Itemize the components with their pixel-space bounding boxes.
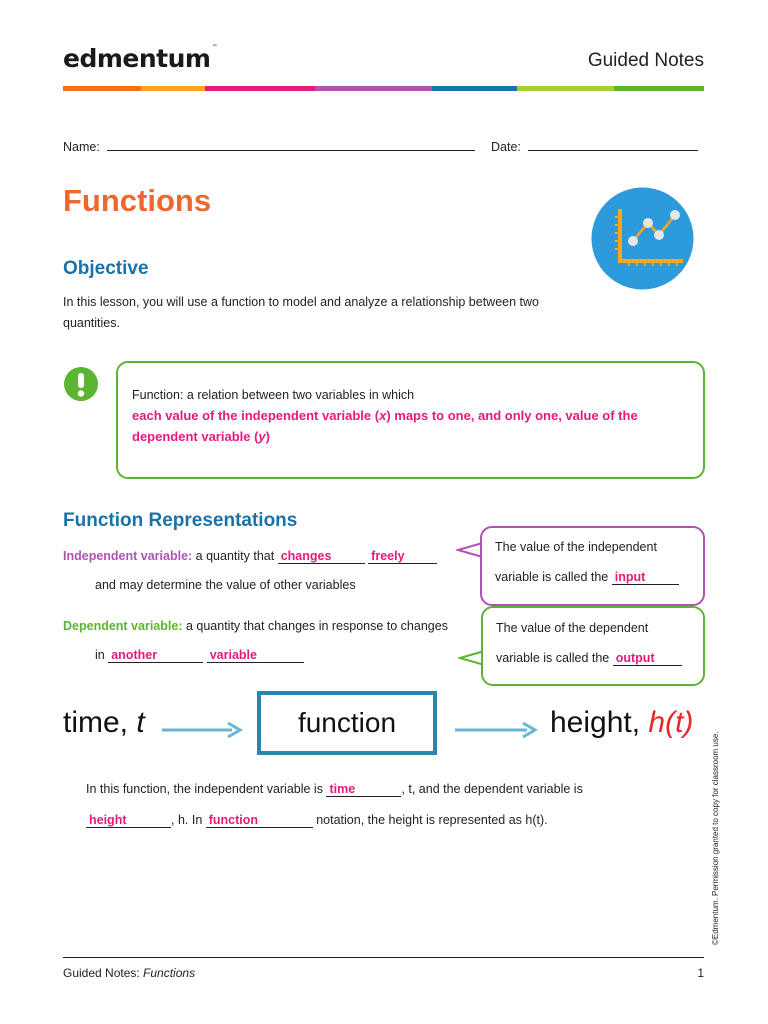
input-bubble-line1: The value of the independent <box>495 540 657 554</box>
dependent-line1 <box>63 616 448 637</box>
definition-box <box>116 361 705 479</box>
stripe-segment <box>432 86 517 91</box>
copyright-note: ©Edmentum. Permission granted to copy for classroom use. <box>711 731 720 945</box>
footer-label-text: Guided Notes: <box>63 966 144 980</box>
flow-arrow-left <box>162 720 244 740</box>
summary-text: In this function, the independent variable is <box>86 782 327 796</box>
output-blank[interactable]: output <box>613 651 682 666</box>
independent-blank-2[interactable]: freely <box>368 549 437 564</box>
dependent-in: in <box>95 648 105 662</box>
summary-blank-3[interactable]: function <box>206 813 313 828</box>
date-field-row <box>491 136 698 154</box>
page-title: Functions <box>63 183 212 218</box>
line-graph-icon <box>591 187 694 290</box>
function-box <box>257 691 437 755</box>
edmentum-logo <box>63 44 217 73</box>
stripe-segment <box>614 86 704 91</box>
independent-text: a quantity that <box>192 549 278 563</box>
dependent-blank-2[interactable]: variable <box>207 648 304 663</box>
date-label: Date: <box>491 140 521 154</box>
dependent-label: Dependent variable: <box>63 619 183 633</box>
flow-input-var: t <box>136 706 145 739</box>
name-input-line[interactable] <box>107 136 475 151</box>
dependent-blank-1[interactable]: another <box>108 648 203 663</box>
summary-text: , h. In <box>171 813 206 827</box>
page-number: 1 <box>697 966 704 980</box>
flow-output-text: height, <box>550 706 649 739</box>
footer-divider <box>63 957 704 958</box>
flow-input-text: time, <box>63 706 137 739</box>
definition-var-y: y <box>258 429 266 444</box>
footer-label-italic: Functions <box>143 966 196 980</box>
summary-blank-1[interactable]: time <box>326 782 401 797</box>
name-label: Name: <box>63 140 100 154</box>
input-bubble-text: variable is called the <box>495 570 612 584</box>
footer-label <box>63 966 195 980</box>
independent-label: Independent variable: <box>63 549 193 563</box>
output-bubble <box>481 606 705 686</box>
objective-heading: Objective <box>63 258 149 279</box>
summary-line2 <box>86 810 548 831</box>
function-box-label: function <box>297 707 397 738</box>
definition-intro: Function: a relation between two variables in which <box>132 388 415 402</box>
stripe-segment <box>141 86 205 91</box>
summary-text: , t, and the dependent variable is <box>401 782 583 796</box>
output-bubble-text: variable is called the <box>496 651 613 665</box>
input-bubble-line2 <box>495 567 679 588</box>
exclamation-icon <box>63 366 99 402</box>
logo-trademark: ™ <box>211 44 217 51</box>
summary-blank-2[interactable]: height <box>86 813 171 828</box>
dependent-line2 <box>95 645 304 666</box>
stripe-segment <box>205 86 315 91</box>
flow-output-label <box>550 706 693 740</box>
flow-input-label <box>63 706 145 740</box>
stripe-segment <box>315 86 432 91</box>
definition-answer-part: ) maps to one, and only one, value of the dependent variable ( <box>132 408 638 444</box>
flow-arrow-right <box>455 720 539 740</box>
independent-blank-1[interactable]: changes <box>278 549 365 564</box>
color-stripe <box>63 86 704 91</box>
document-type: Guided Notes <box>587 50 704 71</box>
name-field-row <box>63 136 475 154</box>
objective-text: In this lesson, you will use a function to model and analyze a relationship between two quantities. <box>63 295 539 330</box>
independent-line1 <box>63 546 437 567</box>
definition-answer-part: each value of the independent variable ( <box>132 408 380 423</box>
dependent-text: a quantity that changes in response to changes <box>182 619 448 633</box>
flow-output-var: h(t) <box>648 706 694 739</box>
definition-var-x: x <box>379 408 387 423</box>
output-bubble-line2 <box>496 648 682 669</box>
stripe-segment <box>517 86 614 91</box>
summary-line1 <box>86 779 583 800</box>
stripe-segment <box>63 86 141 91</box>
definition-answer <box>132 405 682 447</box>
input-blank[interactable]: input <box>612 570 679 585</box>
date-input-line[interactable] <box>528 136 698 151</box>
summary-text: notation, the height is represented as h(t). <box>312 813 548 827</box>
independent-line2: and may determine the value of other variables <box>95 578 356 592</box>
logo-text: edmentum <box>63 44 211 73</box>
output-bubble-line1: The value of the dependent <box>496 621 649 635</box>
input-bubble <box>480 526 705 606</box>
representations-heading: Function Representations <box>63 510 298 531</box>
definition-answer-part: ) <box>265 429 270 444</box>
